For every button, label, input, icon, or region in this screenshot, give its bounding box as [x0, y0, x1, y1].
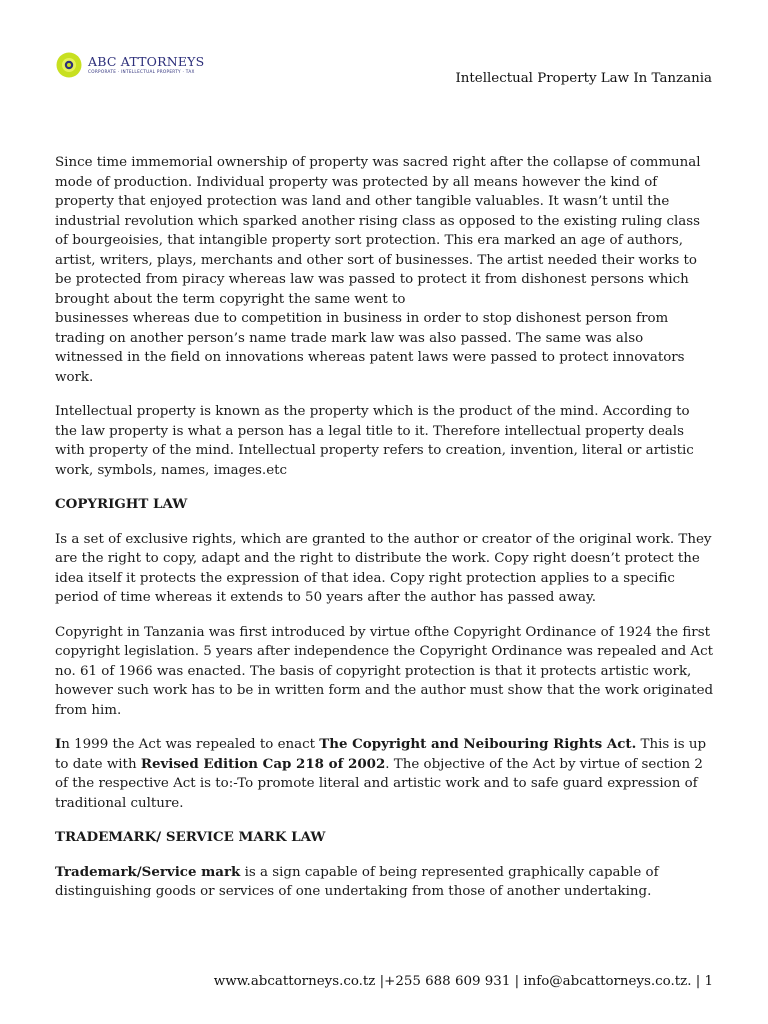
- trademark-term: Trademark/Service mark: [55, 863, 241, 880]
- page-footer: www.abcattorneys.co.tz |+255 688 609 931 | info@abcattorneys.co.tz. | 1: [213, 974, 713, 989]
- act-text-3: . The objective of the Act by virtue of section 2 of the respective Act is to:-To promote literal and artistic work and to safe guard expression of traditional culture.: [55, 756, 703, 811]
- copyright-act-paragraph: [55, 735, 715, 813]
- intro-text-part2: businesses whereas due to competition in business in order to stop dishonest person from trading on another person’s name trade mark law was also passed. The same was also witnessed in the field on innovations whereas patent laws were passed to protect innovators work.: [55, 311, 685, 385]
- act-text-2: This is up to date with: [55, 737, 707, 772]
- intro-text-part1: Since time immemorial ownership of property was sacred right after the collapse of communal mode of production. Individual property was protected by all means however the kind of property that enjoyed protection was land and other tangible valuables. It wasn’t until the industrial revolution which sparked another rising class as opposed to the existing ruling class of bourgeoisies, that intangible property sort protection. This era marked an age of authors, artist, writers, plays, merchants and other sort of businesses. The artist needed their works to be protected from piracy whereas law was passed to protect it from dishonest persons which brought about the term copyright the same went to: [55, 155, 701, 307]
- logo-name: ABC ATTORNEYS: [88, 53, 205, 69]
- section-heading-copyright: COPYRIGHT LAW: [55, 496, 188, 512]
- copyright-history-paragraph: Copyright in Tanzania was first introduced by virtue ofthe Copyright Ordinance of 1924 the first copyright legislation. 5 years after independence the Copyright Ordinance was repealed and Act no. 61 of 1966 was enacted. The basis of copyright protection is that it protects artistic work, however such work has to be in written form and the author must show that the work originated from him.: [55, 624, 714, 718]
- intro-paragraph: [55, 153, 715, 387]
- copyright-definition-paragraph: Is a set of exclusive rights, which are granted to the author or creator of the original work. They are the right to copy, adapt and the right to distribute the work. Copy right doesn’t protect the idea itself it protects the expression of that idea. Copy right protection applies to a specific period of time whereas it extends to 50 years after the author has passed away.: [55, 531, 712, 605]
- page-header-title: Intellectual Property Law In Tanzania: [455, 71, 712, 86]
- document-body: [55, 153, 715, 917]
- act-name: The Copyright and Neibouring Rights Act.: [319, 736, 637, 752]
- revised-edition: Revised Edition Cap 218 of 2002: [140, 755, 386, 772]
- trademark-definition-paragraph: [55, 863, 715, 902]
- drop-letter: I: [55, 736, 62, 752]
- company-logo: [56, 52, 204, 78]
- definition-paragraph: Intellectual property is known as the property which is the product of the mind. According to the law property is what a person has a legal title to it. Therefore intellectual property deals with property of the mind. Intellectual property refers to creation, invention, literal or artistic work, symbols, names, images.etc: [55, 404, 694, 478]
- trademark-text: is a sign capable of being represented graphically capable of distinguishing goods or services of one undertaking from those of another undertaking.: [55, 864, 659, 899]
- act-text-1: n 1999 the Act was repealed to enact: [61, 737, 320, 752]
- section-heading-trademark: TRADEMARK/ SERVICE MARK LAW: [55, 829, 326, 845]
- logo-tagline: CORPORATE · INTELLECTUAL PROPERTY · TAX: [88, 69, 195, 75]
- logo-emblem-icon: [56, 52, 82, 78]
